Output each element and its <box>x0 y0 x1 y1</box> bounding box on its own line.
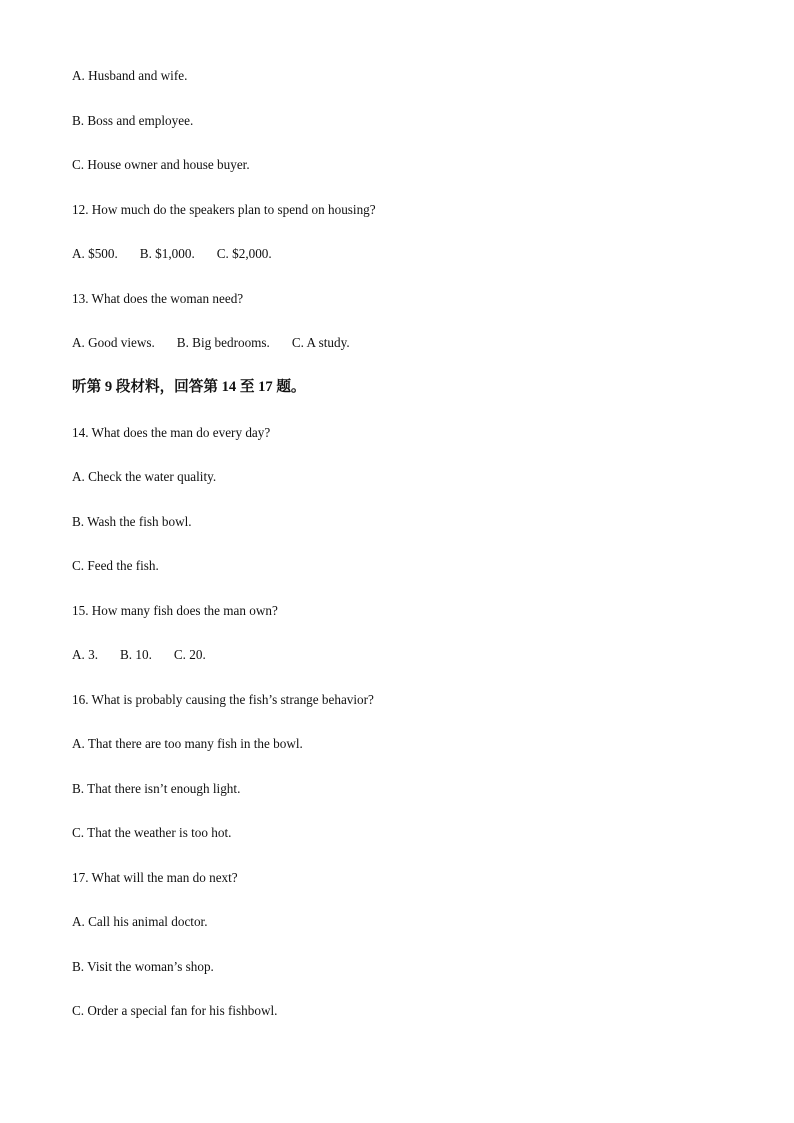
q15-option-c: C. 20. <box>173 647 206 662</box>
q15-option-b: B. 10. <box>120 647 152 662</box>
q16-question: 16. What is probably causing the fish’s strange behavior? <box>72 692 374 707</box>
q14-option-a: A. Check the water quality. <box>72 469 217 484</box>
q11-option-b: B. Boss and employee. <box>72 113 194 128</box>
q13-question: 13. What does the woman need? <box>72 291 244 306</box>
q11-option-c: C. House owner and house buyer. <box>72 157 250 172</box>
q14-option-c: C. Feed the fish. <box>72 558 159 573</box>
section-heading: 听第 9 段材料，回答第 14 至 17 题。 <box>72 379 306 395</box>
q15-option-a: A. 3. <box>72 647 99 662</box>
q12-option-b: B. $1,000. <box>139 246 195 261</box>
q14-option-b: B. Wash the fish bowl. <box>72 514 192 529</box>
q17-question: 17. What will the man do next? <box>72 870 238 885</box>
q17-option-c: C. Order a special fan for his fishbowl. <box>72 1003 278 1018</box>
q17-option-a: A. Call his animal doctor. <box>72 914 208 929</box>
q12-options <box>72 246 272 262</box>
q15-options <box>72 647 206 663</box>
q13-option-c: C. A study. <box>291 335 350 350</box>
q16-option-a: A. That there are too many fish in the bowl. <box>72 736 303 751</box>
q13-options <box>72 335 350 351</box>
q16-option-c: C. That the weather is too hot. <box>72 825 232 840</box>
q17-option-b: B. Visit the woman’s shop. <box>72 959 214 974</box>
q12-option-a: A. $500. <box>72 246 118 261</box>
q12-option-c: C. $2,000. <box>216 246 272 261</box>
q13-option-a: A. Good views. <box>72 335 155 350</box>
q14-question: 14. What does the man do every day? <box>72 425 271 440</box>
q16-option-b: B. That there isn’t enough light. <box>72 781 241 796</box>
q11-option-a: A. Husband and wife. <box>72 68 188 83</box>
q15-question: 15. How many fish does the man own? <box>72 603 278 618</box>
q13-option-b: B. Big bedrooms. <box>176 335 270 350</box>
q12-question: 12. How much do the speakers plan to spend on housing? <box>72 202 376 217</box>
